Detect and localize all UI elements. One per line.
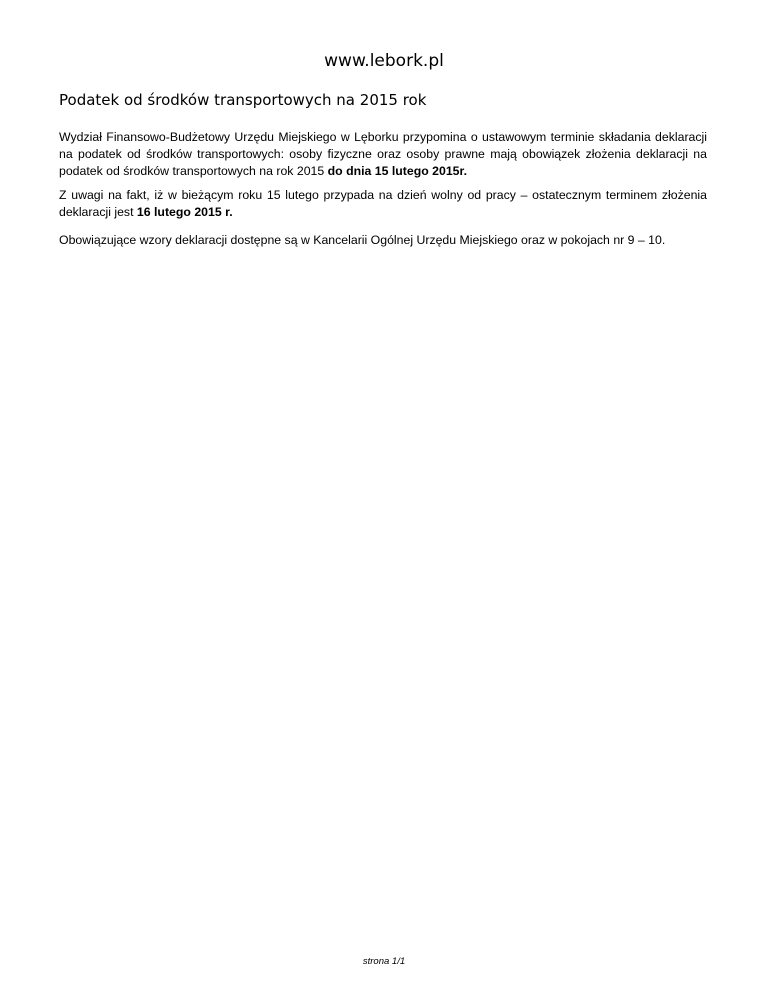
paragraph-forms-availability: Obowiązujące wzory deklaracji dostępne są w Kancelarii Ogólnej Urzędu Miejskiego oraz w pokojach nr 9 – 10. <box>59 233 666 247</box>
paragraph-deadline-reminder <box>59 129 707 180</box>
deadline-date-bold: do dnia 15 lutego 2015r. <box>327 164 468 178</box>
site-url: www.lebork.pl <box>324 51 444 71</box>
final-deadline-bold: 16 lutego 2015 r. <box>136 205 233 219</box>
document-title: Podatek od środków transportowych na 2015 rok <box>59 91 427 109</box>
paragraph-deadline-shift <box>59 187 707 221</box>
paragraph-deadline-shift-text: Z uwagi na fakt, iż w bieżącym roku 15 lutego przypada na dzień wolny od pracy – ostatecznym terminem złożenia deklaracji jest <box>59 188 707 219</box>
paragraph-deadline-reminder-text: Wydział Finansowo-Budżetowy Urzędu Miejskiego w Lęborku przypomina o ustawowym terminie składania deklaracji na podatek od środków transportowych: osoby fizyczne oraz osoby prawne mają obowiązek złożenia deklaracji na podatek od środków transportowych na rok 2015 <box>59 130 707 178</box>
page-number: strona 1/1 <box>362 956 406 967</box>
